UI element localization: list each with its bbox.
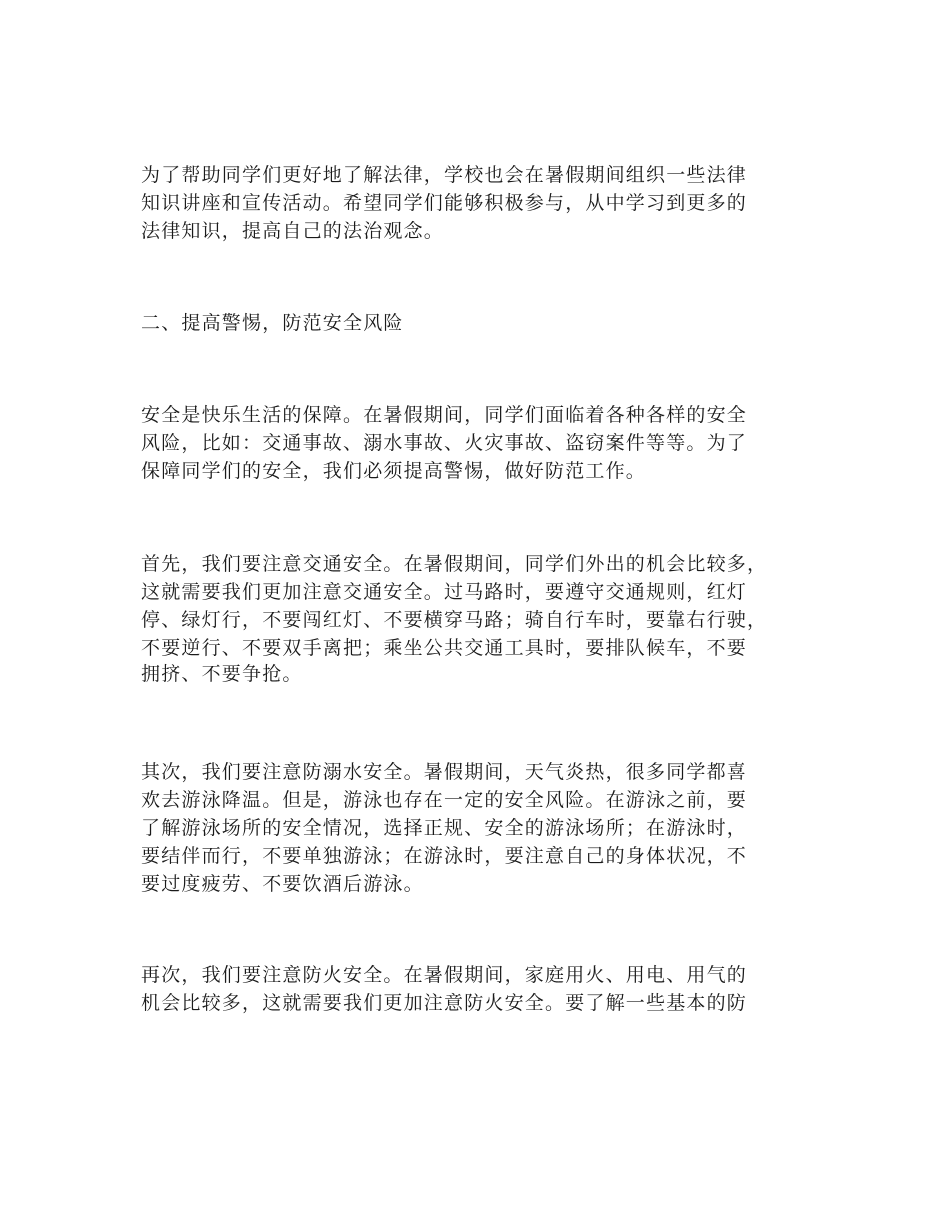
paragraph-1-line-2: 知识讲座和宣传活动。希望同学们能够积极参与，从中学习到更多的: [141, 192, 748, 214]
paragraph-5-line-2: 欢去游泳降温。但是，游泳也存在一定的安全风险。在游泳之前，要: [141, 789, 748, 811]
paragraph-1-line-1: 为了帮助同学们更好地了解法律，学校也会在暑假期间组织一些法律: [141, 164, 748, 186]
paragraph-4-line-1: 首先，我们要注意交通安全。在暑假期间，同学们外出的机会比较多，: [141, 553, 768, 575]
paragraph-6-line-2: 机会比较多，这就需要我们更加注意防火安全。要了解一些基本的防: [141, 992, 748, 1014]
paragraph-5-line-3: 了解游泳场所的安全情况，选择正规、安全的游泳场所；在游泳时，: [141, 817, 748, 839]
paragraph-4-line-2: 这就需要我们更加注意交通安全。过马路时，要遵守交通规则，红灯: [141, 581, 748, 603]
paragraph-4-line-5: 拥挤、不要争抢。: [141, 663, 303, 685]
paragraph-4-line-4: 不要逆行、不要双手离把；乘坐公共交通工具时，要排队候车，不要: [141, 637, 748, 659]
paragraph-3-line-2: 风险，比如：交通事故、溺水事故、火灾事故、盗窃案件等等。为了: [141, 432, 748, 454]
paragraph-3-line-3: 保障同学们的安全，我们必须提高警惕，做好防范工作。: [141, 460, 647, 482]
paragraph-1-line-3: 法律知识，提高自己的法治观念。: [141, 220, 445, 242]
paragraph-5-line-1: 其次，我们要注意防溺水安全。暑假期间，天气炎热，很多同学都喜: [141, 761, 748, 783]
paragraph-5-line-4: 要结伴而行，不要单独游泳；在游泳时，要注意自己的身体状况，不: [141, 845, 748, 867]
paragraph-5-line-5: 要过度疲劳、不要饮酒后游泳。: [141, 873, 424, 895]
paragraph-3-line-1: 安全是快乐生活的保障。在暑假期间，同学们面临着各种各样的安全: [141, 404, 748, 426]
paragraph-4-line-3: 停、绿灯行，不要闯红灯、不要横穿马路；骑自行车时，要靠右行驶，: [141, 609, 768, 631]
section-heading: 二、提高警惕，防范安全风险: [141, 312, 404, 334]
paragraph-6-line-1: 再次，我们要注意防火安全。在暑假期间，家庭用火、用电、用气的: [141, 964, 748, 986]
